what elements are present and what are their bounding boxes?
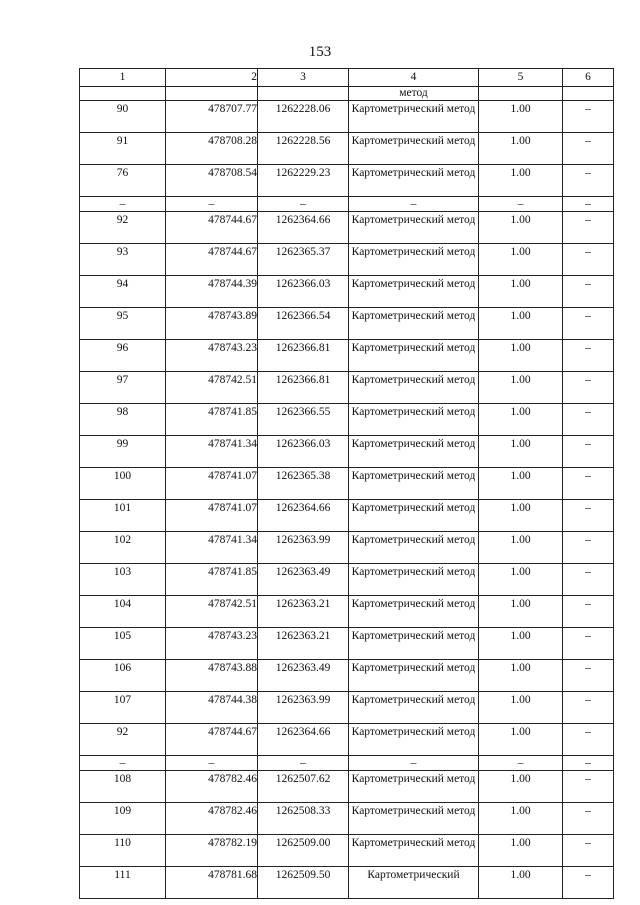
method-cell: Картометрический метод	[349, 835, 479, 867]
column-header: 4	[349, 69, 479, 87]
point-number-cell: 94	[80, 276, 166, 308]
y-coordinate-cell: 1262364.66	[258, 500, 349, 532]
table-cell	[166, 87, 258, 101]
coordinates-table	[79, 68, 614, 899]
y-coordinate-cell: 1262363.99	[258, 532, 349, 564]
x-coordinate-cell: 478708.28	[166, 133, 258, 165]
column-header: 2	[166, 69, 258, 87]
note-cell: –	[563, 101, 614, 133]
y-coordinate-cell: 1262228.56	[258, 133, 349, 165]
precision-cell: 1.00	[479, 404, 563, 436]
precision-cell: 1.00	[479, 596, 563, 628]
separator-row	[80, 197, 614, 212]
x-coordinate-cell: 478743.89	[166, 308, 258, 340]
y-coordinate-cell: 1262366.81	[258, 340, 349, 372]
table-row	[80, 212, 614, 244]
method-cell: метод	[349, 87, 479, 101]
separator-row	[80, 756, 614, 771]
point-number-cell: 101	[80, 500, 166, 532]
point-number-cell: 95	[80, 308, 166, 340]
column-header: 5	[479, 69, 563, 87]
table-cell	[258, 87, 349, 101]
y-coordinate-cell: 1262508.33	[258, 803, 349, 835]
table-row	[80, 628, 614, 660]
y-coordinate-cell: 1262363.21	[258, 628, 349, 660]
x-coordinate-cell: 478742.51	[166, 596, 258, 628]
point-number-cell: 92	[80, 724, 166, 756]
method-cell: Картометрический метод	[349, 628, 479, 660]
method-cell: Картометрический метод	[349, 771, 479, 803]
continuation-row	[80, 87, 614, 101]
method-cell: Картометрический метод	[349, 724, 479, 756]
method-cell: Картометрический метод	[349, 468, 479, 500]
x-coordinate-cell: 478743.88	[166, 660, 258, 692]
precision-cell: 1.00	[479, 340, 563, 372]
dash-cell: –	[349, 756, 479, 771]
note-cell: –	[563, 532, 614, 564]
x-coordinate-cell: 478741.07	[166, 500, 258, 532]
point-number-cell: 109	[80, 803, 166, 835]
note-cell: –	[563, 212, 614, 244]
precision-cell: 1.00	[479, 165, 563, 197]
x-coordinate-cell: 478782.46	[166, 771, 258, 803]
precision-cell: 1.00	[479, 468, 563, 500]
y-coordinate-cell: 1262366.55	[258, 404, 349, 436]
method-cell: Картометрический метод	[349, 596, 479, 628]
precision-cell: 1.00	[479, 244, 563, 276]
precision-cell: 1.00	[479, 771, 563, 803]
point-number-cell: 76	[80, 165, 166, 197]
point-number-cell: 93	[80, 244, 166, 276]
table-row	[80, 596, 614, 628]
note-cell: –	[563, 771, 614, 803]
table-row	[80, 532, 614, 564]
table-cell	[80, 87, 166, 101]
column-header: 3	[258, 69, 349, 87]
point-number-cell: 92	[80, 212, 166, 244]
table-row	[80, 340, 614, 372]
method-cell: Картометрический метод	[349, 101, 479, 133]
x-coordinate-cell: 478742.51	[166, 372, 258, 404]
method-cell: Картометрический метод	[349, 212, 479, 244]
dash-cell: –	[563, 756, 614, 771]
note-cell: –	[563, 835, 614, 867]
x-coordinate-cell: 478744.67	[166, 244, 258, 276]
table-cell	[563, 87, 614, 101]
dash-cell: –	[479, 197, 563, 212]
y-coordinate-cell: 1262228.06	[258, 101, 349, 133]
table-row	[80, 404, 614, 436]
x-coordinate-cell: 478744.38	[166, 692, 258, 724]
dash-cell: –	[258, 756, 349, 771]
column-header: 1	[80, 69, 166, 87]
precision-cell: 1.00	[479, 372, 563, 404]
y-coordinate-cell: 1262364.66	[258, 724, 349, 756]
note-cell: –	[563, 133, 614, 165]
note-cell: –	[563, 404, 614, 436]
column-header: 6	[563, 69, 614, 87]
y-coordinate-cell: 1262366.81	[258, 372, 349, 404]
y-coordinate-cell: 1262507.62	[258, 771, 349, 803]
precision-cell: 1.00	[479, 308, 563, 340]
table-row	[80, 803, 614, 835]
method-cell: Картометрический метод	[349, 660, 479, 692]
method-cell: Картометрический метод	[349, 404, 479, 436]
point-number-cell: 90	[80, 101, 166, 133]
precision-cell: 1.00	[479, 692, 563, 724]
precision-cell: 1.00	[479, 660, 563, 692]
precision-cell: 1.00	[479, 212, 563, 244]
table-row	[80, 724, 614, 756]
table-row	[80, 564, 614, 596]
y-coordinate-cell: 1262509.00	[258, 835, 349, 867]
y-coordinate-cell: 1262364.66	[258, 212, 349, 244]
note-cell: –	[563, 724, 614, 756]
point-number-cell: 100	[80, 468, 166, 500]
point-number-cell: 104	[80, 596, 166, 628]
precision-cell: 1.00	[479, 133, 563, 165]
point-number-cell: 105	[80, 628, 166, 660]
note-cell: –	[563, 660, 614, 692]
table-row	[80, 244, 614, 276]
x-coordinate-cell: 478782.46	[166, 803, 258, 835]
table-row	[80, 133, 614, 165]
table-row	[80, 436, 614, 468]
y-coordinate-cell: 1262363.21	[258, 596, 349, 628]
note-cell: –	[563, 596, 614, 628]
method-cell: Картометрический метод	[349, 308, 479, 340]
method-cell: Картометрический метод	[349, 340, 479, 372]
table-header-row	[80, 69, 614, 87]
point-number-cell: 91	[80, 133, 166, 165]
method-cell: Картометрический метод	[349, 276, 479, 308]
x-coordinate-cell: 478743.23	[166, 340, 258, 372]
point-number-cell: 102	[80, 532, 166, 564]
table-row	[80, 276, 614, 308]
y-coordinate-cell: 1262229.23	[258, 165, 349, 197]
note-cell: –	[563, 308, 614, 340]
note-cell: –	[563, 628, 614, 660]
x-coordinate-cell: 478743.23	[166, 628, 258, 660]
note-cell: –	[563, 436, 614, 468]
table-row	[80, 867, 614, 899]
y-coordinate-cell: 1262509.50	[258, 867, 349, 899]
precision-cell: 1.00	[479, 276, 563, 308]
method-cell: Картометрический метод	[349, 133, 479, 165]
precision-cell: 1.00	[479, 628, 563, 660]
point-number-cell: 98	[80, 404, 166, 436]
table-row	[80, 372, 614, 404]
method-cell: Картометрический метод	[349, 436, 479, 468]
precision-cell: 1.00	[479, 436, 563, 468]
method-cell: Картометрический метод	[349, 165, 479, 197]
x-coordinate-cell: 478781.68	[166, 867, 258, 899]
dash-cell: –	[563, 197, 614, 212]
x-coordinate-cell: 478744.39	[166, 276, 258, 308]
note-cell: –	[563, 692, 614, 724]
precision-cell: 1.00	[479, 867, 563, 899]
method-cell: Картометрический метод	[349, 372, 479, 404]
y-coordinate-cell: 1262363.49	[258, 660, 349, 692]
method-cell: Картометрический метод	[349, 532, 479, 564]
dash-cell: –	[80, 756, 166, 771]
point-number-cell: 108	[80, 771, 166, 803]
table-row	[80, 468, 614, 500]
y-coordinate-cell: 1262366.54	[258, 308, 349, 340]
page-number: 153	[308, 44, 332, 60]
y-coordinate-cell: 1262366.03	[258, 276, 349, 308]
note-cell: –	[563, 372, 614, 404]
point-number-cell: 110	[80, 835, 166, 867]
table-row	[80, 835, 614, 867]
table-row	[80, 692, 614, 724]
x-coordinate-cell: 478741.07	[166, 468, 258, 500]
note-cell: –	[563, 340, 614, 372]
precision-cell: 1.00	[479, 101, 563, 133]
point-number-cell: 106	[80, 660, 166, 692]
note-cell: –	[563, 803, 614, 835]
point-number-cell: 99	[80, 436, 166, 468]
note-cell: –	[563, 500, 614, 532]
dash-cell: –	[166, 197, 258, 212]
x-coordinate-cell: 478708.54	[166, 165, 258, 197]
point-number-cell: 111	[80, 867, 166, 899]
point-number-cell: 103	[80, 564, 166, 596]
dash-cell: –	[349, 197, 479, 212]
note-cell: –	[563, 276, 614, 308]
table-body	[80, 87, 614, 899]
method-cell: Картометрический метод	[349, 803, 479, 835]
note-cell: –	[563, 165, 614, 197]
method-cell: Картометрический метод	[349, 244, 479, 276]
table-row	[80, 771, 614, 803]
method-cell: Картометрический метод	[349, 564, 479, 596]
point-number-cell: 96	[80, 340, 166, 372]
table-row	[80, 165, 614, 197]
y-coordinate-cell: 1262363.99	[258, 692, 349, 724]
precision-cell: 1.00	[479, 724, 563, 756]
precision-cell: 1.00	[479, 532, 563, 564]
table-row	[80, 660, 614, 692]
precision-cell: 1.00	[479, 500, 563, 532]
precision-cell: 1.00	[479, 835, 563, 867]
table-row	[80, 500, 614, 532]
x-coordinate-cell: 478741.85	[166, 564, 258, 596]
note-cell: –	[563, 244, 614, 276]
y-coordinate-cell: 1262363.49	[258, 564, 349, 596]
note-cell: –	[563, 468, 614, 500]
dash-cell: –	[479, 756, 563, 771]
y-coordinate-cell: 1262366.03	[258, 436, 349, 468]
table-cell	[479, 87, 563, 101]
note-cell: –	[563, 867, 614, 899]
y-coordinate-cell: 1262365.38	[258, 468, 349, 500]
point-number-cell: 97	[80, 372, 166, 404]
x-coordinate-cell: 478741.34	[166, 436, 258, 468]
x-coordinate-cell: 478782.19	[166, 835, 258, 867]
point-number-cell: 107	[80, 692, 166, 724]
x-coordinate-cell: 478741.85	[166, 404, 258, 436]
x-coordinate-cell: 478744.67	[166, 724, 258, 756]
table-row	[80, 308, 614, 340]
table-row	[80, 101, 614, 133]
dash-cell: –	[258, 197, 349, 212]
x-coordinate-cell: 478707.77	[166, 101, 258, 133]
precision-cell: 1.00	[479, 803, 563, 835]
y-coordinate-cell: 1262365.37	[258, 244, 349, 276]
x-coordinate-cell: 478744.67	[166, 212, 258, 244]
x-coordinate-cell: 478741.34	[166, 532, 258, 564]
precision-cell: 1.00	[479, 564, 563, 596]
method-cell: Картометрический метод	[349, 692, 479, 724]
method-cell: Картометрический метод	[349, 500, 479, 532]
note-cell: –	[563, 564, 614, 596]
dash-cell: –	[166, 756, 258, 771]
method-cell: Картометрический	[349, 867, 479, 899]
dash-cell: –	[80, 197, 166, 212]
